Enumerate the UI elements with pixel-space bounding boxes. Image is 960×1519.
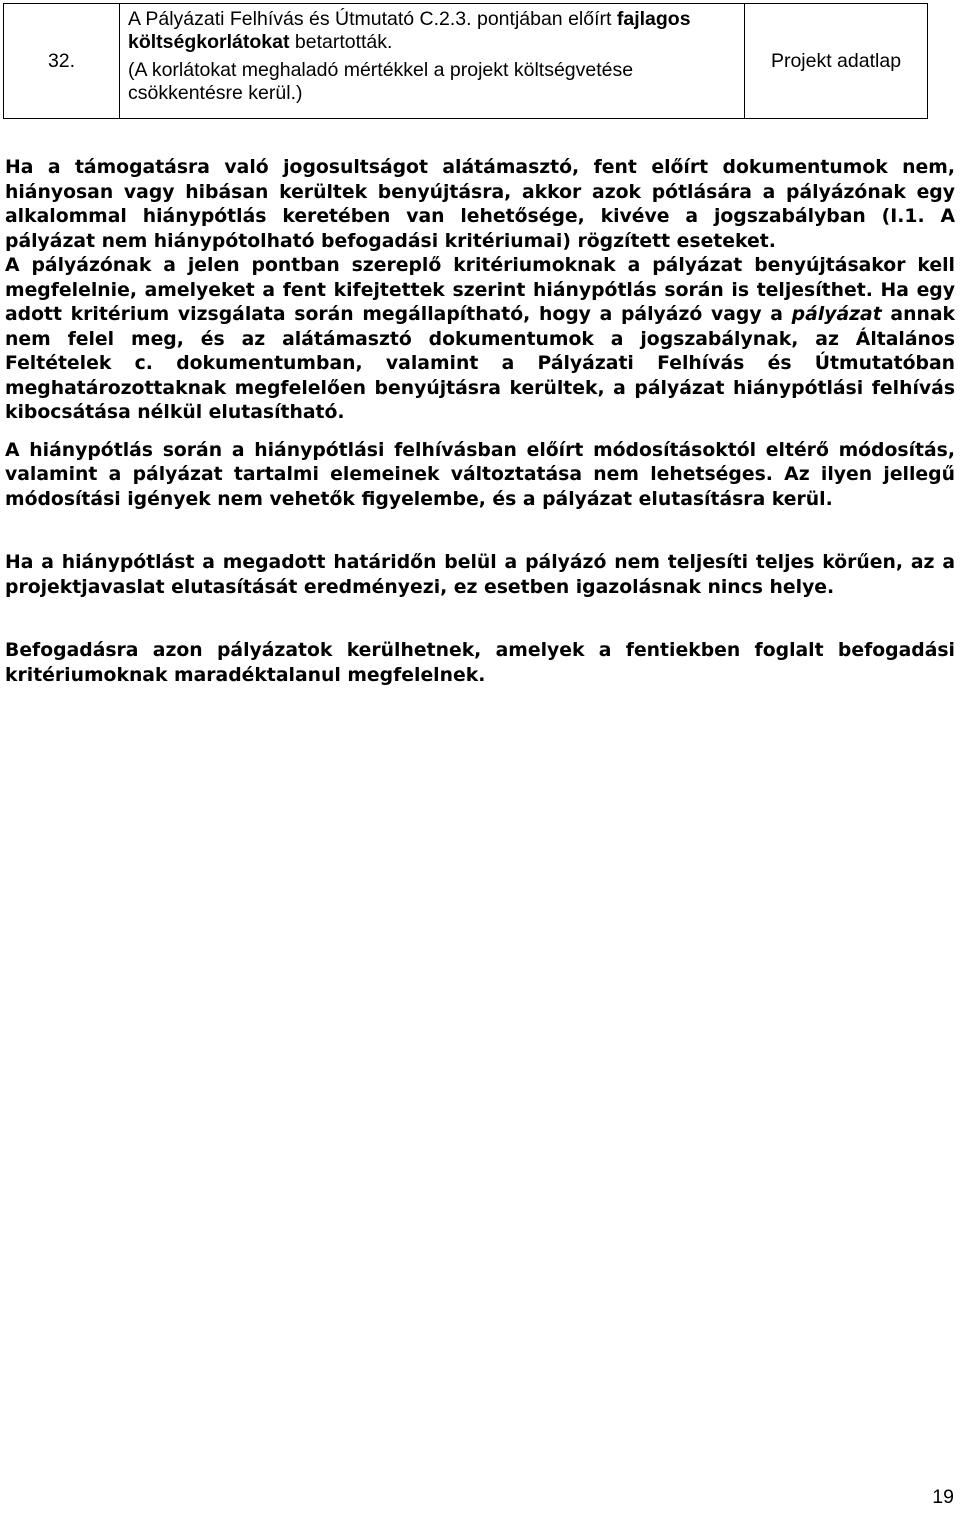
paragraph-2-part1: A pályázónak a jelen pontban szereplő kritériumoknak a pályázat benyújtásakor kell megfelelnie, amelyeket a fent kifejtettek szerint hiánypótlás során is teljesíthet. Ha egy adott kritérium vizsgálata során megállapítható, hogy a pályázó vagy a (5, 255, 955, 325)
criterion-main (128, 8, 740, 53)
criterion-line2-rest: betartották. (289, 30, 393, 53)
paragraph-2-part2: annak nem felel meg, és az alátámasztó dokumentumok a jogszabálynak, az Általános Feltételek c. dokumentumban, valamint a Pályázati Felhívás és Útmutatóban meghatározottaknak megfelelően benyújtásra kerültek, a pályázat hiánypótlási felhívás kibocsátása nélkül elutasítható. (5, 304, 955, 423)
criterion-number: 32. (4, 4, 120, 119)
paragraph-3: A hiánypótlás során a hiánypótlási felhívásban előírt módosításoktól eltérő módosítás, valamint a pályázat tartalmi elemeinek változtatása nem lehetséges. Az ilyen jellegű módosítási igények nem vehetők figyelembe, és a pályázat elutasításra kerül. (5, 439, 955, 510)
criterion-note: (A korlátokat meghaladó mértékkel a projekt költségvetése csökkentésre kerül.) (128, 59, 634, 104)
criteria-table (3, 3, 928, 119)
document-body (5, 156, 955, 688)
paragraph-5: Befogadásra azon pályázatok kerülhetnek, amelyek a fentiekben foglalt befogadási kritériumoknak maradéktalanul megfelelnek. (5, 640, 955, 686)
paragraph-2 (5, 254, 955, 426)
criterion-bold: fajlagos költségkorlátokat (128, 8, 691, 53)
paragraph-2-italic: pályázat (791, 304, 882, 325)
page-number: 19 (932, 1486, 954, 1508)
criteria-row (4, 4, 928, 119)
paragraph-1: Ha a támogatásra való jogosultságot alátámasztó, fent előírt dokumentumok nem, hiányosan vagy hibásan kerültek benyújtásra, akkor azok pótlására a pályázónak egy alkalommal hiánypótlás keretében van lehetősége, kivéve a jogszabályban (I.1. A pályázat nem hiánypótolható befogadási kritériumai) rögzített eseteket. (5, 157, 955, 252)
criterion-line1: A Pályázati Felhívás és Útmutató C.2.3. pontjában előírt (128, 8, 612, 30)
criterion-text (120, 4, 745, 119)
criterion-reference: Projekt adatlap (745, 4, 928, 119)
paragraph-4: Ha a hiánypótlást a megadott határidőn belül a pályázó nem teljesíti teljes körűen, az a projektjavaslat elutasítását eredményezi, ez esetben igazolásnak nincs helye. (5, 552, 955, 598)
